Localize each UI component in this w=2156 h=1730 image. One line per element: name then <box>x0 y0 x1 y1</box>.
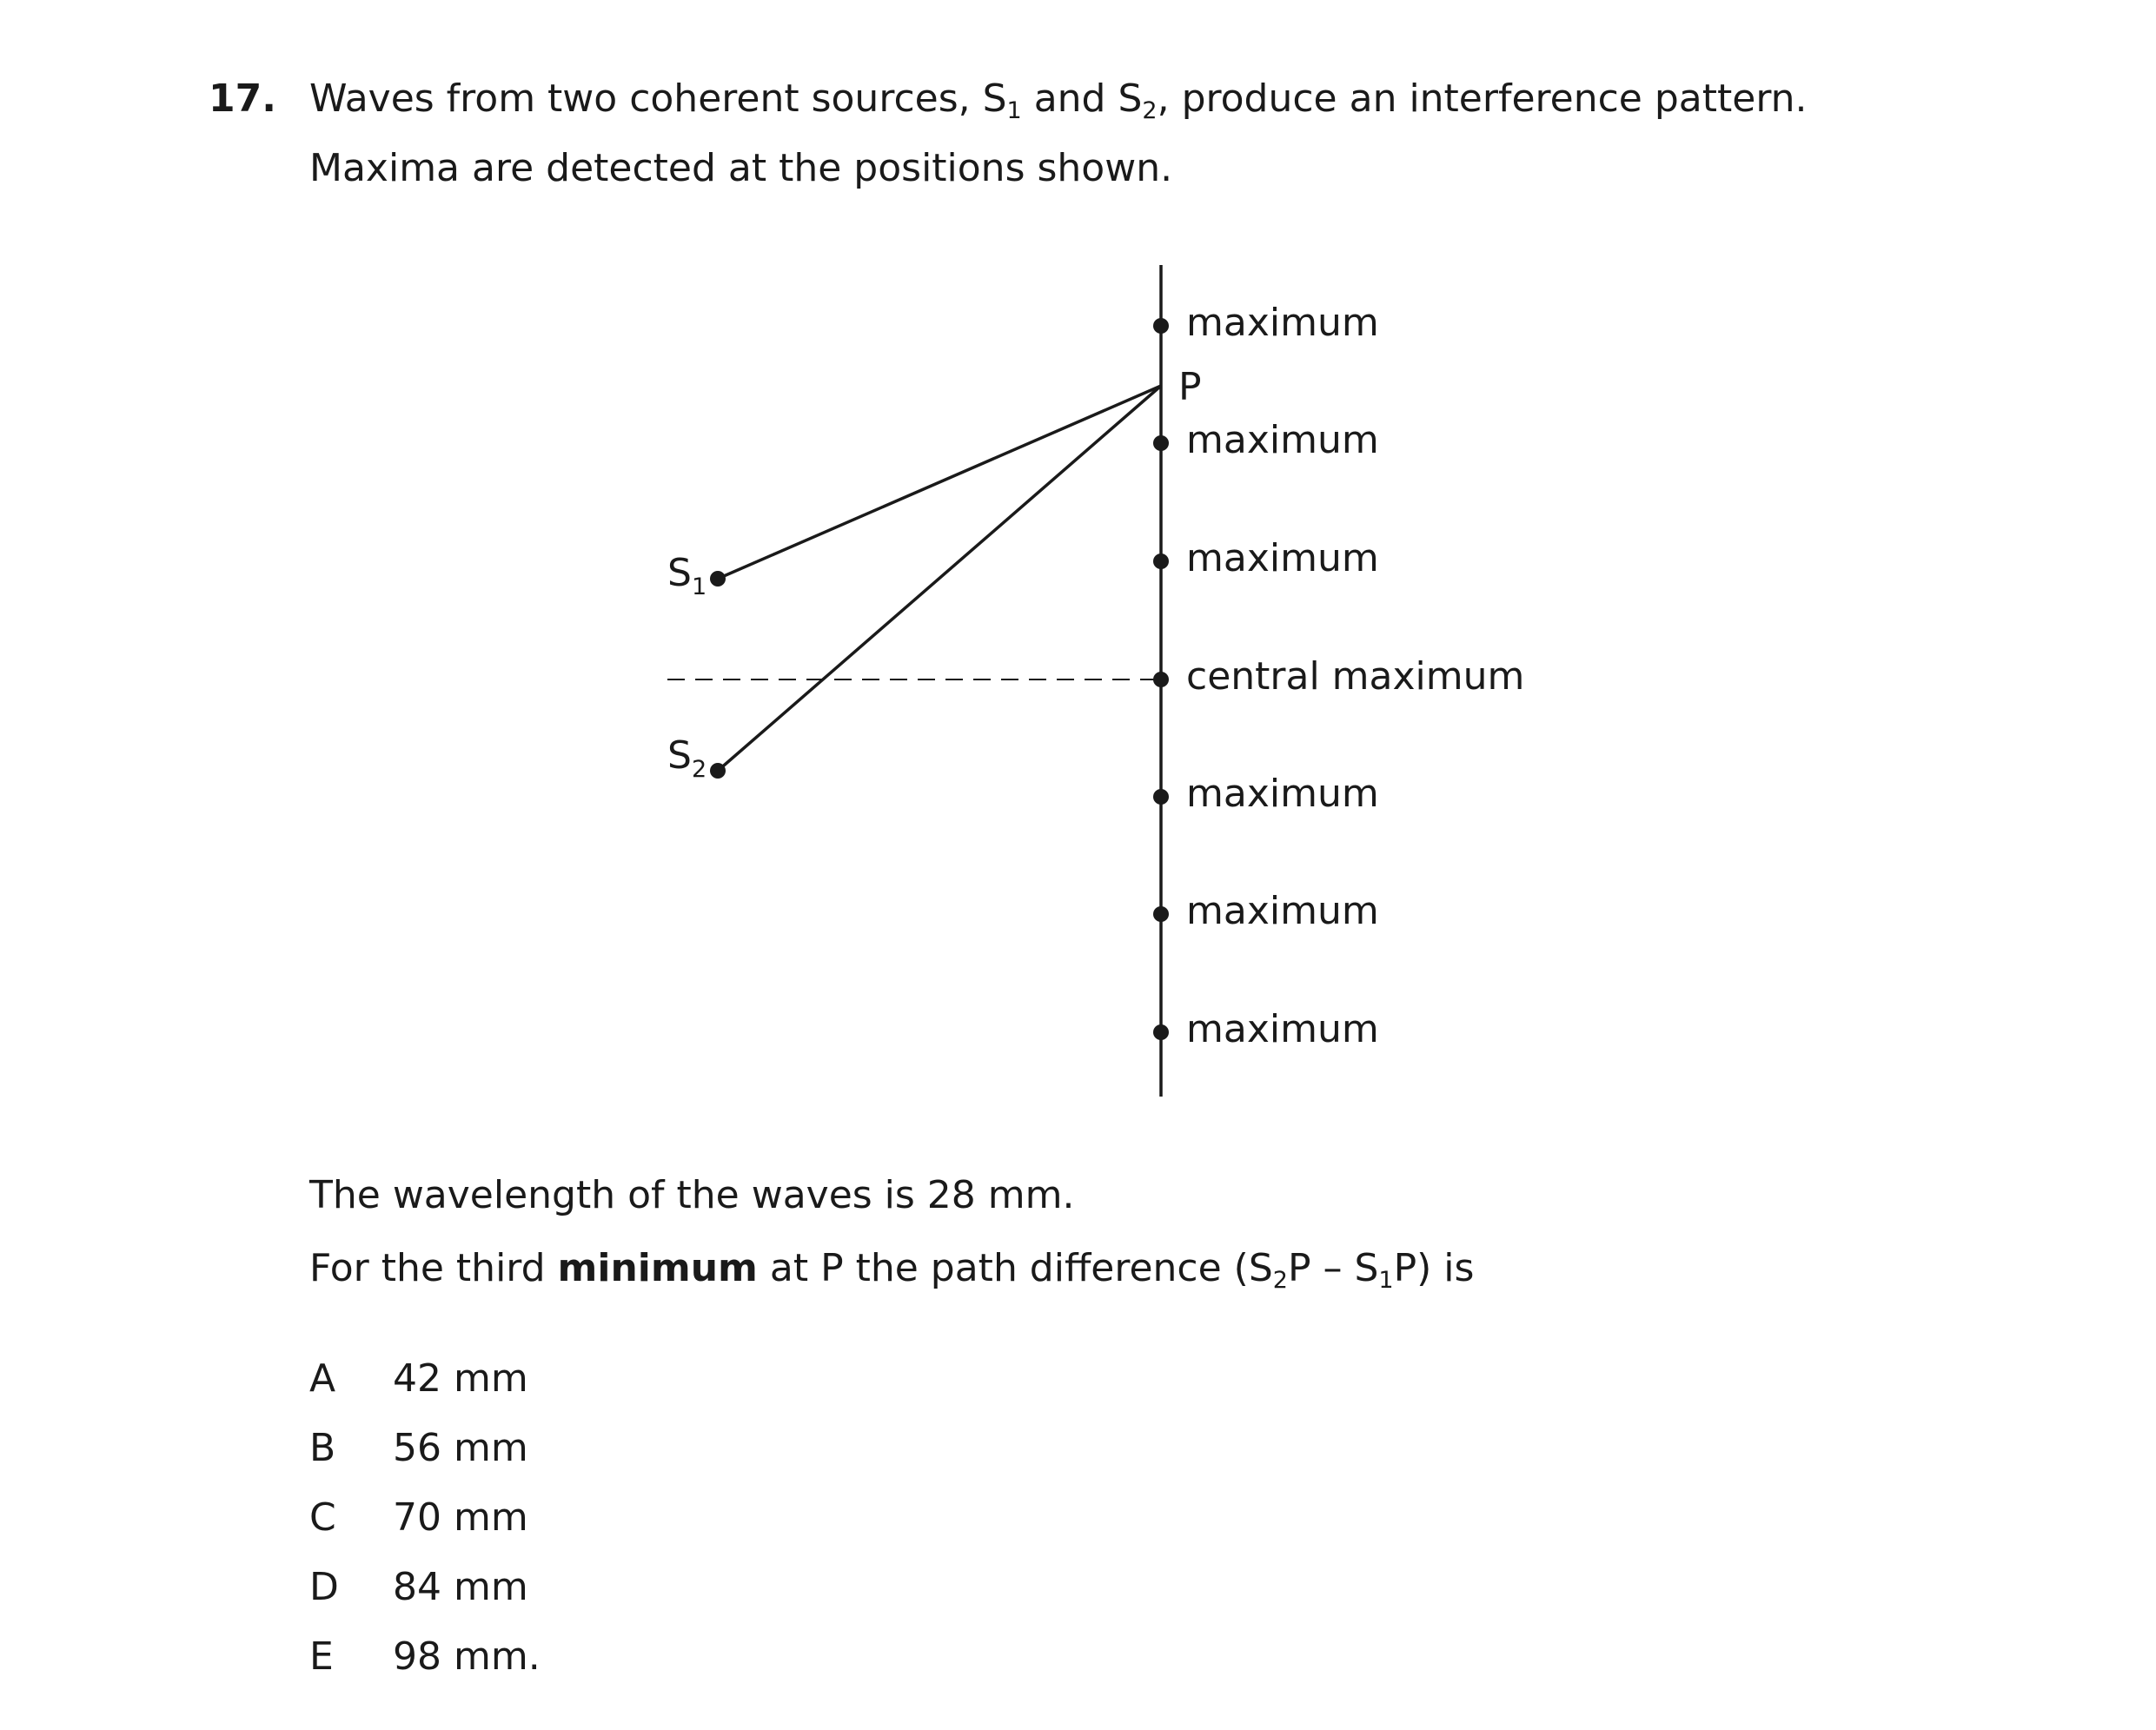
central-maximum-dot <box>1153 672 1169 687</box>
answer-option-c[interactable] <box>309 1482 541 1552</box>
path-s2-to-p <box>718 386 1161 771</box>
maximum-marker <box>1153 301 1379 345</box>
central-maximum-marker <box>1153 654 1524 699</box>
maximum-label: maximum <box>1186 889 1379 933</box>
stem-text-part: , produce an interference pattern. <box>1157 76 1808 121</box>
answer-option-e[interactable] <box>309 1621 541 1691</box>
maximum-label: maximum <box>1186 772 1379 816</box>
maximum-label: maximum <box>1186 418 1379 462</box>
maximum-marker <box>1153 418 1379 462</box>
maximum-marker <box>1153 1007 1379 1051</box>
answer-option-b[interactable] <box>309 1413 541 1482</box>
source-s2-dot <box>710 763 726 779</box>
answer-option-d[interactable] <box>309 1552 541 1621</box>
maximum-label: maximum <box>1186 1007 1379 1051</box>
maximum-dot <box>1153 789 1169 805</box>
option-letter: E <box>309 1634 334 1679</box>
source-s1-dot <box>710 571 726 587</box>
option-text: 56 mm <box>393 1425 528 1470</box>
option-text: 42 mm <box>393 1355 528 1401</box>
answer-option-a[interactable] <box>309 1343 541 1413</box>
option-letter: A <box>309 1355 336 1401</box>
subscript: 2 <box>1142 97 1158 124</box>
source-s2-label: $S_2$ <box>667 733 707 783</box>
option-letter: C <box>309 1495 336 1540</box>
option-letter: B <box>309 1425 336 1470</box>
question-number: 17. <box>209 76 276 121</box>
maximum-dot <box>1153 435 1169 451</box>
point-p-label: P <box>1178 365 1202 409</box>
subscript: 2 <box>1272 1267 1288 1294</box>
maximum-marker <box>1153 536 1379 580</box>
maximum-label: maximum <box>1186 536 1379 580</box>
wavelength-statement: The wavelength of the waves is 28 mm. <box>309 1173 1075 1217</box>
subscript: 1 <box>1378 1267 1394 1294</box>
maximum-label: maximum <box>1186 301 1379 345</box>
maximum-dot <box>1153 1024 1169 1040</box>
prompt-text-part: at P the path difference (S <box>757 1246 1273 1290</box>
option-text: 70 mm <box>393 1495 528 1540</box>
maximum-marker <box>1153 889 1379 933</box>
source-s1-label: $S_1$ <box>667 551 707 600</box>
stem-text-part: and S <box>1021 76 1143 121</box>
path-s1-to-p <box>718 386 1161 579</box>
maximum-dot <box>1153 906 1169 922</box>
central-maximum-label: central maximum <box>1186 654 1525 699</box>
emphasis-minimum: minimum <box>557 1246 758 1290</box>
maximum-marker <box>1153 772 1379 816</box>
maximum-dot <box>1153 318 1169 334</box>
subscript: 1 <box>1006 97 1022 124</box>
question-prompt <box>309 1243 1474 1295</box>
option-letter: D <box>309 1564 339 1609</box>
maximum-dot <box>1153 553 1169 569</box>
prompt-text-part: P – S <box>1287 1246 1379 1290</box>
question-stem-line-2: Maxima are detected at the positions shown. <box>309 146 1173 190</box>
option-text: 84 mm <box>393 1564 528 1609</box>
stem-text-part: Waves from two coherent sources, S <box>309 76 1007 121</box>
option-text: 98 mm. <box>393 1634 541 1679</box>
prompt-text-part: P) is <box>1393 1246 1475 1290</box>
prompt-text-part: For the third <box>309 1246 558 1290</box>
answer-options <box>309 1343 541 1691</box>
